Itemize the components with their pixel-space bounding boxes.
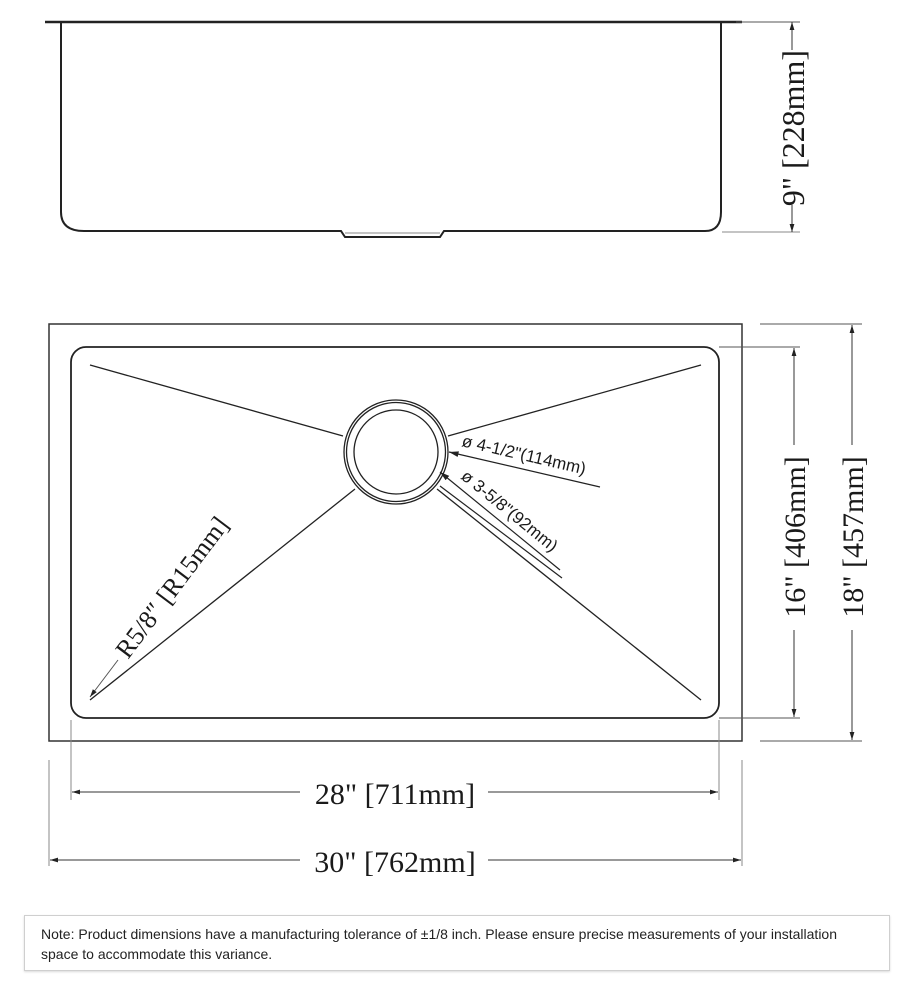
tolerance-note-text: Note: Product dimensions have a manufacturing tolerance of ±1/8 inch. Please ensure precise measurements of your installation space to accommodate this variance. (41, 926, 838, 962)
inner-height-label: 16" [406mm] (779, 456, 812, 618)
top-view (49, 324, 870, 879)
tolerance-note (24, 915, 890, 971)
slope-line-tr (448, 365, 701, 436)
drain-inner-leader (440, 472, 560, 570)
side-height-label: 9" [228mm] (775, 49, 811, 207)
slope-line-br (437, 489, 701, 700)
slope-line-tl (90, 365, 343, 436)
drain-outer-label: ø 4-1/2"(114mm) (460, 431, 588, 479)
outer-width-label: 30" [762mm] (314, 846, 476, 879)
side-view (45, 22, 811, 237)
inner-width-label: 28" [711mm] (314, 778, 476, 811)
drain (344, 400, 448, 504)
outer-height-label: 18" [457mm] (837, 456, 870, 618)
drain-inner-label: ø 3-5/8"(92mm) (457, 466, 562, 556)
side-bowl-profile (61, 22, 721, 237)
corner-radius-leader (90, 660, 118, 697)
outer-rim (49, 324, 742, 741)
corner-radius-label: R5/8″ [R15mm] (109, 511, 235, 664)
